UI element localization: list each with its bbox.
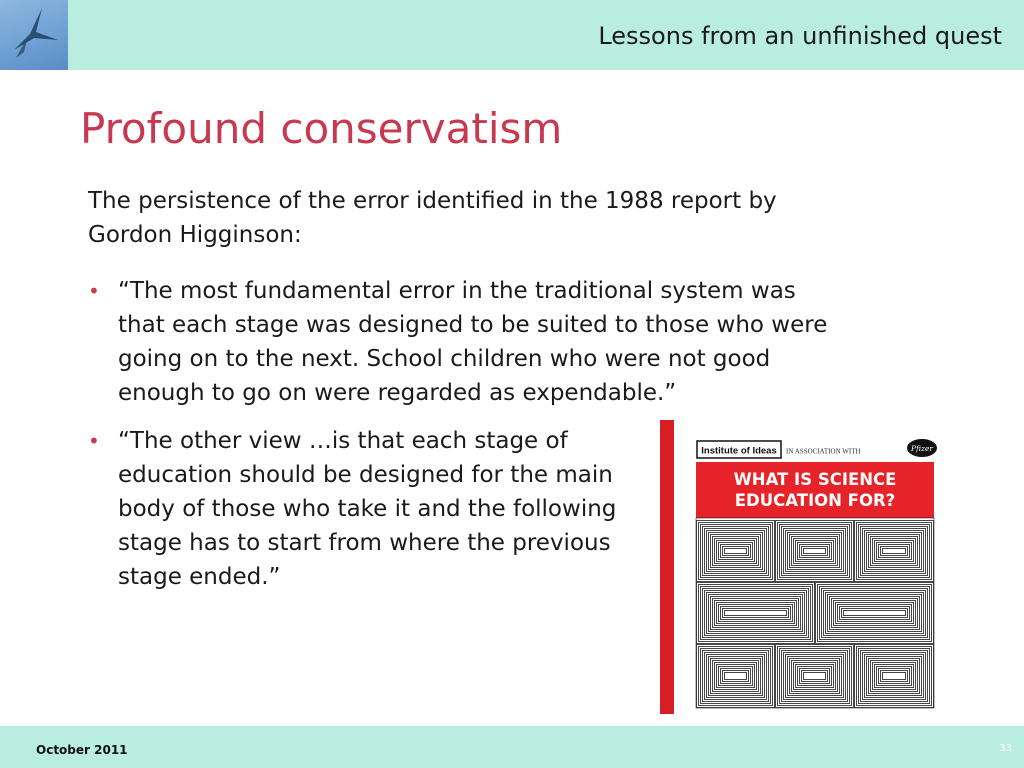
bird-icon — [0, 0, 68, 70]
footer-date: October 2011 — [36, 743, 128, 757]
bullet-dot: • — [88, 429, 100, 453]
page-number: 33 — [999, 743, 1012, 754]
presentation-title: Lessons from an unfinished quest — [598, 22, 1002, 50]
book-cover-image — [660, 420, 954, 714]
sponsor-name: Pfizer — [910, 444, 934, 453]
publisher-name: Institute of Ideas — [701, 445, 777, 457]
bullet-dot: • — [88, 279, 100, 303]
bullet-text: “The most fundamental error in the traditional system was that each stage was designed to be suited to those who were going on to the next. School children who were not good enough to go on were regarded as expendable.” — [118, 278, 828, 406]
cover-title-line1: WHAT IS SCIENCE — [733, 470, 897, 489]
footer-band — [0, 726, 1024, 768]
bullet-item — [88, 274, 832, 410]
intro-text: The persistence of the error identified in the 1988 report by Gordon Higginson: — [88, 188, 777, 248]
bird-logo — [0, 0, 68, 70]
cover-spine — [660, 420, 674, 714]
slide-title: Profound conservatism — [80, 104, 563, 153]
bullet-item — [88, 424, 640, 594]
cover-title-line2: EDUCATION FOR? — [734, 491, 896, 510]
bullet-text: “The other view …is that each stage of education should be designed for the main body of those who take it and the following stage has to start from where the previous stage ended.” — [118, 428, 617, 590]
association-text: IN ASSOCIATION WITH — [786, 447, 861, 456]
